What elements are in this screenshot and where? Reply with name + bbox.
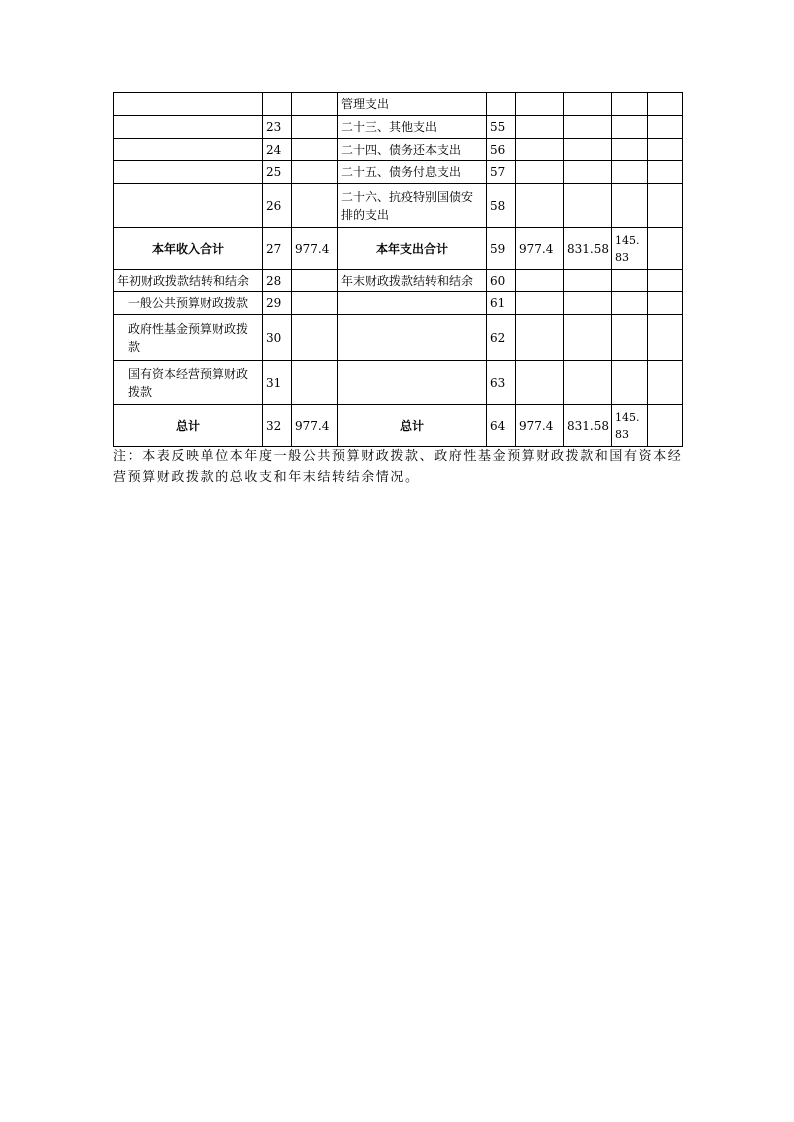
table-row <box>114 139 683 161</box>
row-number: 30 <box>263 315 292 361</box>
income-item: 一般公共预算财政拨款 <box>114 292 263 315</box>
income-amount: 977.4 <box>292 405 338 447</box>
expense-total-label: 本年支出合计 <box>338 228 487 270</box>
row-number: 27 <box>263 228 292 270</box>
income-item: 国有资本经营预算财政拨款 <box>114 361 263 405</box>
table-row-subtotal <box>114 228 683 270</box>
table-row <box>114 93 683 116</box>
budget-table <box>113 92 683 447</box>
row-number: 61 <box>487 292 516 315</box>
expense-item: 二十四、债务还本支出 <box>338 139 487 161</box>
expense-basic-amount: 831.58 <box>564 228 612 270</box>
table-row-total <box>114 405 683 447</box>
expense-total-amount: 977.4 <box>516 228 564 270</box>
row-number: 55 <box>487 116 516 139</box>
row-number: 63 <box>487 361 516 405</box>
expense-project-amount: 145.83 <box>612 228 648 270</box>
row-number: 62 <box>487 315 516 361</box>
expense-item: 二十六、抗疫特别国债安排的支出 <box>338 184 487 228</box>
row-number: 26 <box>263 184 292 228</box>
row-number: 28 <box>263 270 292 292</box>
expense-item: 年末财政拨款结转和结余 <box>338 270 487 292</box>
table-row <box>114 116 683 139</box>
income-item: 年初财政拨款结转和结余 <box>114 270 263 292</box>
expense-item: 二十三、其他支出 <box>338 116 487 139</box>
table-row <box>114 270 683 292</box>
expense-item: 管理支出 <box>338 93 487 116</box>
row-number: 58 <box>487 184 516 228</box>
table-row <box>114 315 683 361</box>
row-number: 60 <box>487 270 516 292</box>
row-number: 56 <box>487 139 516 161</box>
row-number: 32 <box>263 405 292 447</box>
table-row <box>114 184 683 228</box>
row-number: 29 <box>263 292 292 315</box>
row-number: 25 <box>263 161 292 184</box>
table-row <box>114 161 683 184</box>
row-number: 64 <box>487 405 516 447</box>
table-note: 注：本表反映单位本年度一般公共预算财政拨款、政府性基金预算财政拨款和国有资本经营预算财政拨款的总收支和年末结转结余情况。 <box>113 449 683 485</box>
row-number: 57 <box>487 161 516 184</box>
income-grand-total-label: 总计 <box>114 405 263 447</box>
income-amount: 977.4 <box>292 228 338 270</box>
table-row <box>114 292 683 315</box>
row-number: 59 <box>487 228 516 270</box>
income-item: 政府性基金预算财政拨款 <box>114 315 263 361</box>
table-row <box>114 361 683 405</box>
expense-grand-total-label: 总计 <box>338 405 487 447</box>
expense-basic-amount: 831.58 <box>564 405 612 447</box>
expense-item: 二十五、债务付息支出 <box>338 161 487 184</box>
row-number: 23 <box>263 116 292 139</box>
row-number: 24 <box>263 139 292 161</box>
income-total-label: 本年收入合计 <box>114 228 263 270</box>
row-number: 31 <box>263 361 292 405</box>
expense-total-amount: 977.4 <box>516 405 564 447</box>
expense-project-amount: 145.83 <box>612 405 648 447</box>
